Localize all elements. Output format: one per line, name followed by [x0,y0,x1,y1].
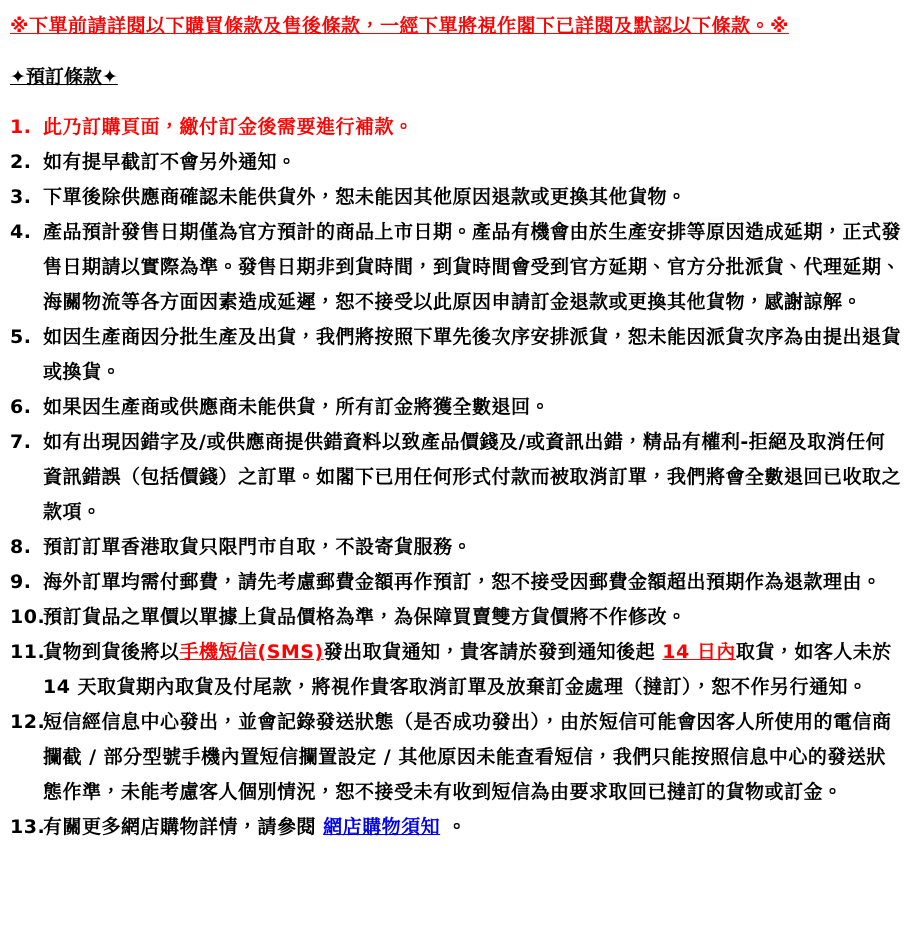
term-text [43,180,901,215]
term-text-segment: 產品預計發售日期僅為官方預計的商品上市日期。產品有機會由於生產安排等原因造成延期，正式發售日期請以實際為準。發售日期非到貨時間，到貨時間會受到官方延期、官方分批派貨、代理延期、海關物流等各方面因素造成延遲，恕不接受以此原因申請訂金退款或更換其他貨物，感謝諒解。 [43,221,902,313]
term-text-segment: 如有出現因錯字及/或供應商提供錯資料以致產品價錢及/或資訊出錯，精品有權利-拒絕及取消任何資訊錯誤（包括價錢）之訂單。如閣下已用任何形式付款而被取消訂單，我們將會全數退回已收取之款項。 [43,431,902,523]
term-text [43,705,901,810]
term-item-10 [10,600,901,635]
term-number: 3. [10,186,32,208]
term-number: 1. [10,116,32,138]
term-number: 4. [10,221,32,243]
term-number: 8. [10,536,32,558]
term-text [43,110,901,145]
term-item-9 [10,565,901,600]
term-text-segment: 預訂訂單香港取貨只限門市自取，不設寄貨服務。 [43,536,473,558]
term-number: 13. [10,816,46,838]
term-item-13 [10,810,901,845]
term-number: 9. [10,571,32,593]
highlighted-text: 14 日內 [662,641,736,663]
term-number: 12. [10,711,46,733]
term-text [43,530,901,565]
term-number: 5. [10,326,32,348]
term-item-6 [10,390,901,425]
term-text-segment: 下單後除供應商確認未能供貨外，恕未能因其他原因退款或更換其他貨物。 [43,186,687,208]
term-text-segment: 如因生產商因分批生產及出貨，我們將按照下單先後次序安排派貨，恕未能因派貨次序為由提出退貨或換貨。 [43,326,902,383]
term-item-4 [10,215,901,320]
term-text-segment: 貨物到貨後將以 [43,641,180,663]
highlighted-text: 手機短信(SMS) [179,641,324,663]
term-text [43,390,901,425]
term-text [43,145,901,180]
term-item-5 [10,320,901,390]
term-text-segment: 海外訂單均需付郵費，請先考慮郵費金額再作預訂，恕不接受因郵費金額超出預期作為退款理由。 [43,571,882,593]
term-text-segment: 此乃訂購頁面，繳付訂金後需要進行補款。 [43,116,414,138]
term-text [43,635,901,705]
term-number: 7. [10,431,32,453]
term-text [43,810,901,845]
term-text-segment: 如果因生產商或供應商未能供貨，所有訂金將獲全數退回。 [43,396,551,418]
shop-guide-link[interactable]: 網店購物須知 [323,816,441,838]
term-text-segment: 預訂貨品之單價以單據上貨品價格為準，為保障買賣雙方貨價將不作修改。 [43,606,687,628]
term-item-2 [10,145,901,180]
term-item-7 [10,425,901,530]
term-item-8 [10,530,901,565]
section-heading-preorder-terms: ✦預訂條款✦ [10,66,118,88]
term-text [43,320,901,390]
term-text-segment: 如有提早截訂不會另外通知。 [43,151,297,173]
term-item-3 [10,180,901,215]
term-number: 2. [10,151,32,173]
terms-list [10,110,901,845]
term-item-12 [10,705,901,810]
page-title: ※下單前請詳閱以下購買條款及售後條款，一經下單將視作閣下已詳閱及默認以下條款。※ [10,15,789,37]
term-text-segment: 取貨，如客人未於 14 天取貨期內取貨及付尾款，將視作貴客取消訂單及放棄訂金處理（撻訂），恕不作另行通知。 [43,641,892,698]
term-number: 6. [10,396,32,418]
term-text-segment: 。 [440,816,467,838]
term-item-11 [10,635,901,705]
term-text [43,425,901,530]
term-text [43,600,901,635]
term-number: 10. [10,606,46,628]
term-item-1 [10,110,901,145]
term-text [43,565,901,600]
term-text-segment: 發出取貨通知，貴客請於發到通知後起 [323,641,663,663]
term-number: 11. [10,641,46,663]
term-text [43,215,901,320]
term-text-segment: 短信經信息中心發出，並會記錄發送狀態（是否成功發出），由於短信可能會因客人所使用的電信商攔截 / 部分型號手機內置短信攔置設定 / 其他原因未能查看短信，我們只能按照信息中心的發送狀態作準，未能考慮客人個別情況，恕不接受未有收到短信為由要求取回已撻訂的貨物或訂金。 [43,711,892,803]
term-text-segment: 有關更多網店購物詳情，請參閱 [43,816,324,838]
